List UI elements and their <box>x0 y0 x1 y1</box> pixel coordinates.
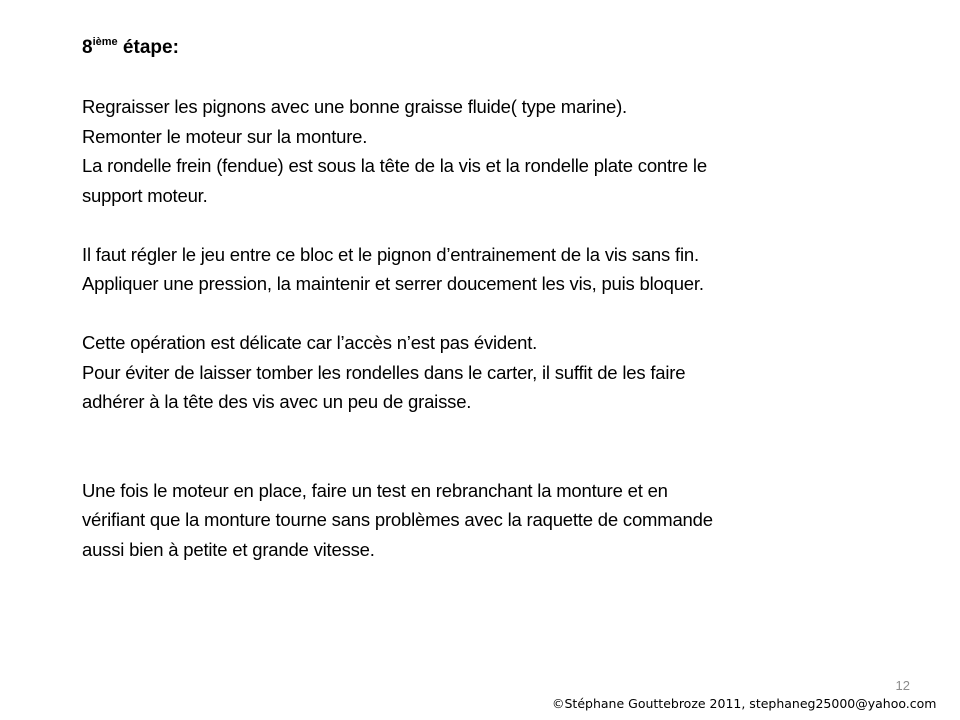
paragraph-spacer <box>82 210 882 240</box>
text-line: adhérer à la tête des vis avec un peu de graisse. <box>82 391 472 412</box>
text-line: Il faut régler le jeu entre ce bloc et le pignon d’entrainement de la vis sans fin. <box>82 243 699 265</box>
step-number: 8 <box>82 37 93 58</box>
text-line: Regraisser les pignons avec une bonne graisse fluide( type marine). <box>82 96 627 117</box>
copyright-footer: ©Stéphane Gouttebroze 2011, stephaneg25000@yahoo.com <box>552 696 937 711</box>
text-line: support moteur. <box>82 184 208 206</box>
step-heading <box>82 36 179 60</box>
text-line: Cette opération est délicate car l’accès n’est pas évident. <box>82 332 538 353</box>
step-heading-rest: étape: <box>117 37 179 58</box>
paragraph-adjustment <box>82 240 882 299</box>
text-line: Une fois le moteur en place, faire un test en rebranchant la monture et en <box>82 479 668 501</box>
page-number: 12 <box>895 678 910 693</box>
text-line: Remonter le moteur sur la monture. <box>82 125 368 147</box>
text-line: aussi bien à petite et grande vitesse. <box>82 538 375 560</box>
paragraph-spacer <box>82 299 882 329</box>
paragraph-test <box>82 476 882 565</box>
text-line: Appliquer une pression, la maintenir et serrer doucement les vis, puis bloquer. <box>82 273 704 294</box>
text-line: Pour éviter de laisser tomber les rondelles dans le carter, il suffit de les faire <box>82 361 686 383</box>
text-line: La rondelle frein (fendue) est sous la tête de la vis et la rondelle plate contre le <box>82 155 707 176</box>
text-line: vérifiant que la monture tourne sans problèmes avec la raquette de commande <box>82 509 713 530</box>
step-number-superscript: ième <box>92 35 118 48</box>
paragraph-regreasing <box>82 92 882 210</box>
slide-body <box>82 92 882 564</box>
paragraph-washers <box>82 328 882 417</box>
paragraph-spacer <box>82 417 882 476</box>
